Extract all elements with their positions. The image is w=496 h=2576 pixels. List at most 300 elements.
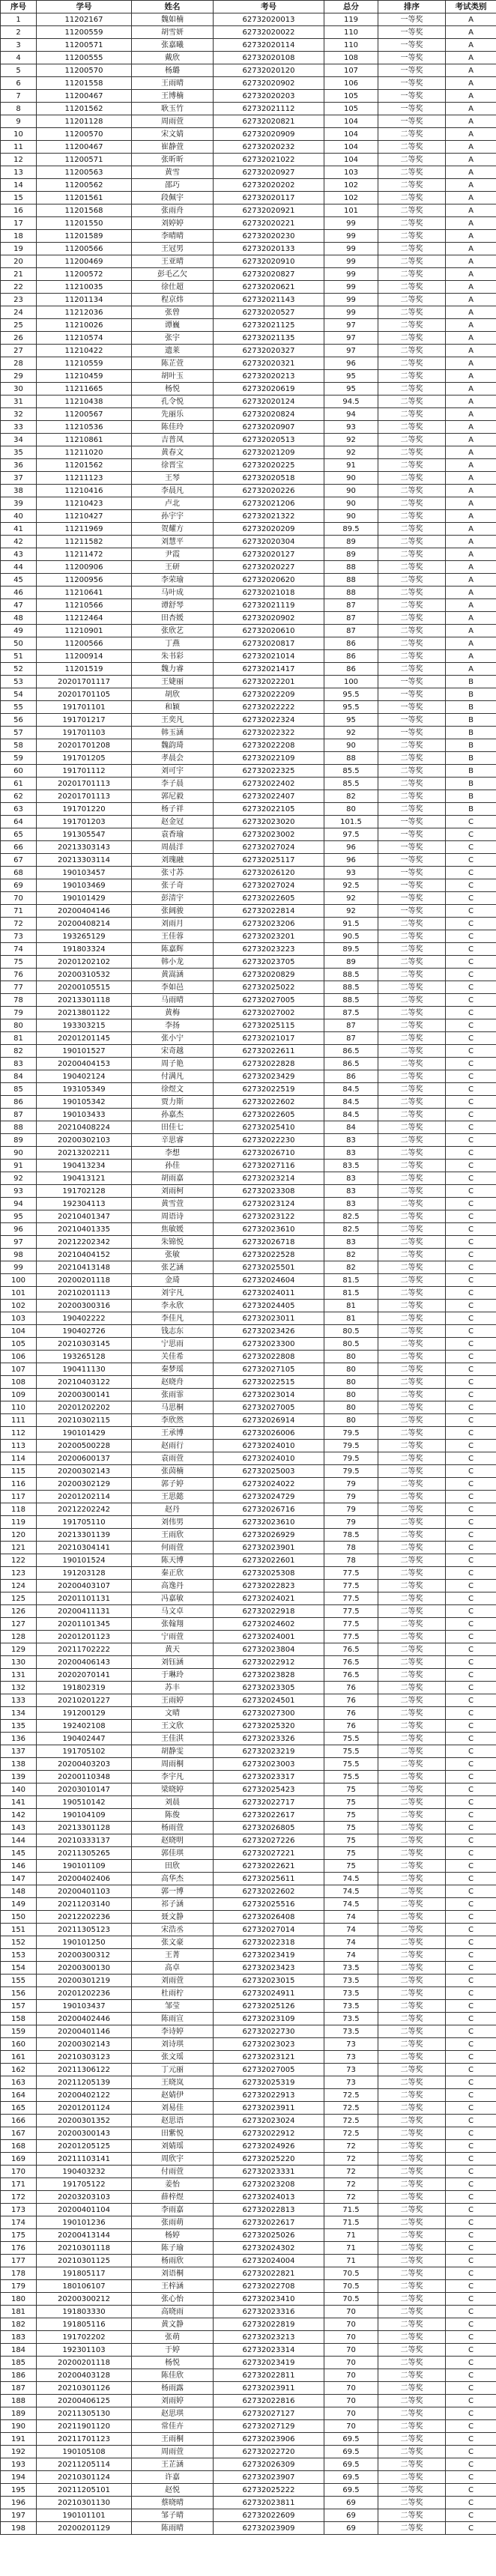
cell-total-score: 74.5 [324, 1885, 378, 1898]
cell-name: 黄雪 [132, 166, 214, 179]
cell-student-id: 20211205114 [37, 2458, 132, 2471]
cell-index: 172 [1, 2191, 37, 2204]
cell-student-id: 190402222 [37, 1312, 132, 1325]
cell-name: 丁燕 [132, 637, 214, 650]
cell-exam-number: 62732023011 [214, 1312, 324, 1325]
cell-student-id: 11202167 [37, 13, 132, 26]
cell-award: 二等奖 [378, 255, 446, 268]
cell-exam-category: C [446, 2216, 496, 2229]
cell-award: 二等奖 [378, 930, 446, 943]
cell-student-id: 11210423 [37, 497, 132, 510]
cell-exam-category: C [446, 1147, 496, 1160]
cell-exam-category: C [446, 1529, 496, 1542]
cell-total-score: 99 [324, 230, 378, 243]
cell-exam-category: A [446, 625, 496, 637]
cell-total-score: 92 [324, 434, 378, 446]
cell-index: 81 [1, 1032, 37, 1045]
cell-exam-category: C [446, 2089, 496, 2102]
cell-student-id: 11201568 [37, 204, 132, 217]
cell-award: 二等奖 [378, 1682, 446, 1694]
cell-exam-category: C [446, 867, 496, 879]
col-header-exam-number: 考号 [214, 1, 324, 13]
cell-total-score: 69 [324, 2509, 378, 2522]
cell-name: 孙佳 [132, 1160, 214, 1172]
table-row [1, 1478, 496, 1491]
cell-name: 陈天博 [132, 1554, 214, 1567]
cell-exam-category: C [446, 1007, 496, 1019]
table-row [1, 1414, 496, 1427]
cell-student-id: 20203203103 [37, 2191, 132, 2204]
cell-exam-number: 62732022819 [214, 2318, 324, 2331]
cell-index: 138 [1, 1758, 37, 1771]
cell-total-score: 76 [324, 1707, 378, 1720]
cell-award: 二等奖 [378, 1121, 446, 1134]
cell-award: 二等奖 [378, 1198, 446, 1210]
cell-exam-category: C [446, 2153, 496, 2166]
cell-index: 91 [1, 1160, 37, 1172]
cell-total-score: 79.5 [324, 1440, 378, 1452]
cell-exam-number: 62732027105 [214, 1363, 324, 1376]
cell-name: 赵思语 [132, 2115, 214, 2127]
cell-award: 二等奖 [378, 1631, 446, 1643]
cell-name: 赵金冠 [132, 816, 214, 828]
cell-name: 陈雨晴 [132, 2522, 214, 2535]
cell-exam-category: C [446, 1962, 496, 1975]
table-row [1, 1261, 496, 1274]
cell-exam-number: 62732027005 [214, 2064, 324, 2076]
cell-total-score: 72 [324, 2153, 378, 2166]
cell-index: 26 [1, 332, 37, 345]
cell-total-score: 71 [324, 2242, 378, 2255]
cell-exam-number: 62732025220 [214, 2153, 324, 2166]
table-row [1, 1223, 496, 1236]
cell-index: 61 [1, 778, 37, 790]
cell-index: 44 [1, 561, 37, 574]
table-row [1, 2497, 496, 2509]
cell-total-score: 72 [324, 2178, 378, 2191]
cell-student-id: 20210303145 [37, 1338, 132, 1351]
cell-student-id: 11200566 [37, 637, 132, 650]
cell-student-id: 20200300130 [37, 1962, 132, 1975]
table-row [1, 2216, 496, 2229]
cell-total-score: 75 [324, 1796, 378, 1809]
cell-award: 二等奖 [378, 1287, 446, 1300]
cell-name: 周雨桐 [132, 1758, 214, 1771]
cell-award: 二等奖 [378, 548, 446, 561]
table-row [1, 1491, 496, 1503]
table-row [1, 1083, 496, 1096]
cell-exam-category: C [446, 1109, 496, 1121]
cell-exam-number: 62732025320 [214, 1720, 324, 1733]
cell-name: 赵晓舟 [132, 1376, 214, 1389]
cell-exam-category: A [446, 90, 496, 103]
cell-exam-category: C [446, 1911, 496, 1924]
cell-total-score: 89.5 [324, 523, 378, 536]
cell-total-score: 83 [324, 1236, 378, 1249]
cell-total-score: 72.5 [324, 2089, 378, 2102]
cell-award: 二等奖 [378, 1401, 446, 1414]
cell-total-score: 92 [324, 892, 378, 905]
table-row [1, 1007, 496, 1019]
table-row [1, 204, 496, 217]
cell-index: 187 [1, 2382, 37, 2395]
table-row [1, 943, 496, 956]
cell-exam-category: C [446, 1274, 496, 1287]
table-row [1, 1554, 496, 1567]
cell-award: 二等奖 [378, 2242, 446, 2255]
cell-award: 二等奖 [378, 2344, 446, 2357]
cell-total-score: 86 [324, 650, 378, 663]
cell-award: 二等奖 [378, 357, 446, 370]
cell-name: 黄天 [132, 1643, 214, 1656]
cell-total-score: 78 [324, 1542, 378, 1554]
cell-exam-number: 62732023020 [214, 816, 324, 828]
cell-exam-category: A [446, 497, 496, 510]
cell-exam-number: 62732022109 [214, 752, 324, 765]
cell-exam-category: A [446, 64, 496, 77]
cell-index: 118 [1, 1503, 37, 1516]
cell-index: 40 [1, 510, 37, 523]
cell-award: 二等奖 [378, 1389, 446, 1401]
cell-total-score: 88 [324, 752, 378, 765]
cell-name: 陈俊 [132, 1809, 214, 1822]
cell-name: 秦梦瑶 [132, 1363, 214, 1376]
cell-exam-category: A [446, 255, 496, 268]
cell-exam-category: A [446, 523, 496, 536]
cell-award: 二等奖 [378, 1554, 446, 1567]
cell-student-id: 11210566 [37, 599, 132, 612]
cell-total-score: 90 [324, 510, 378, 523]
cell-exam-category: A [446, 370, 496, 383]
cell-total-score: 110 [324, 26, 378, 39]
cell-name: 李雨嘉 [132, 2204, 214, 2216]
cell-exam-category: C [446, 1618, 496, 1631]
cell-exam-category: C [446, 2267, 496, 2280]
table-row [1, 446, 496, 459]
cell-index: 1 [1, 13, 37, 26]
cell-award: 二等奖 [378, 1911, 446, 1924]
cell-student-id: 20200404153 [37, 1058, 132, 1070]
cell-student-id: 11210427 [37, 510, 132, 523]
table-row [1, 523, 496, 536]
cell-student-id: 20210303123 [37, 2051, 132, 2064]
cell-name: 刘雨月 [132, 918, 214, 930]
cell-total-score: 96 [324, 854, 378, 867]
cell-exam-number: 62732027024 [214, 841, 324, 854]
cell-exam-category: C [446, 2064, 496, 2076]
cell-award: 二等奖 [378, 2522, 446, 2535]
cell-total-score: 95 [324, 714, 378, 727]
cell-award: 二等奖 [378, 650, 446, 663]
cell-name: 马叶成 [132, 587, 214, 599]
cell-total-score: 96 [324, 357, 378, 370]
cell-exam-category: C [446, 2127, 496, 2140]
cell-exam-number: 62732023410 [214, 2293, 324, 2306]
cell-index: 37 [1, 472, 37, 485]
cell-exam-category: A [446, 154, 496, 166]
cell-total-score: 69.5 [324, 2484, 378, 2497]
cell-exam-number: 62732020621 [214, 281, 324, 294]
cell-exam-number: 62732022209 [214, 688, 324, 701]
cell-total-score: 73 [324, 2064, 378, 2076]
cell-index: 124 [1, 1580, 37, 1592]
cell-student-id: 20203010147 [37, 1783, 132, 1796]
col-header-award: 排序 [378, 1, 446, 13]
cell-exam-number: 62732021014 [214, 650, 324, 663]
cell-name: 孙宇宇 [132, 510, 214, 523]
table-row [1, 1465, 496, 1478]
table-row [1, 1210, 496, 1223]
cell-student-id: 20201701117 [37, 676, 132, 688]
cell-name: 刘婷婷 [132, 217, 214, 230]
table-row [1, 1019, 496, 1032]
cell-award: 二等奖 [378, 2216, 446, 2229]
cell-exam-category: B [446, 803, 496, 816]
cell-student-id: 190101101 [37, 2509, 132, 2522]
cell-name: 周雨萱 [132, 2446, 214, 2458]
cell-index: 16 [1, 204, 37, 217]
cell-exam-category: C [446, 2013, 496, 2025]
table-row [1, 2369, 496, 2382]
cell-exam-number: 62732023223 [214, 943, 324, 956]
table-row [1, 2102, 496, 2115]
cell-award: 二等奖 [378, 778, 446, 790]
table-row [1, 2522, 496, 2535]
table-row [1, 2293, 496, 2306]
table-row [1, 561, 496, 574]
cell-award: 二等奖 [378, 408, 446, 421]
table-row [1, 2357, 496, 2369]
cell-exam-category: C [446, 2076, 496, 2089]
cell-total-score: 90 [324, 497, 378, 510]
cell-award: 二等奖 [378, 204, 446, 217]
table-row [1, 879, 496, 892]
cell-exam-number: 62732022407 [214, 790, 324, 803]
cell-total-score: 69 [324, 2497, 378, 2509]
cell-student-id: 20211305130 [37, 2407, 132, 2420]
cell-index: 66 [1, 841, 37, 854]
cell-name: 邵巧 [132, 179, 214, 192]
table-row [1, 2344, 496, 2357]
cell-name: 张嘉曦 [132, 39, 214, 52]
cell-award: 二等奖 [378, 1949, 446, 1962]
cell-index: 98 [1, 1249, 37, 1261]
cell-award: 二等奖 [378, 1605, 446, 1618]
cell-student-id: 11211665 [37, 383, 132, 396]
cell-exam-category: C [446, 2115, 496, 2127]
cell-exam-number: 62732024302 [214, 2242, 324, 2255]
table-row [1, 1121, 496, 1134]
cell-index: 71 [1, 905, 37, 918]
cell-exam-category: A [446, 612, 496, 625]
cell-index: 38 [1, 485, 37, 497]
table-row [1, 421, 496, 434]
cell-award: 二等奖 [378, 2051, 446, 2064]
cell-name: 先丽乐 [132, 408, 214, 421]
cell-student-id: 190101429 [37, 892, 132, 905]
cell-exam-number: 62732022222 [214, 701, 324, 714]
cell-student-id: 20210401335 [37, 1223, 132, 1236]
col-header-exam-category: 考试类别 [446, 1, 496, 13]
cell-name: 李如邑 [132, 981, 214, 994]
cell-award: 二等奖 [378, 1987, 446, 2000]
table-row [1, 370, 496, 383]
cell-total-score: 84.5 [324, 1109, 378, 1121]
cell-exam-category: C [446, 1656, 496, 1669]
cell-total-score: 72.5 [324, 2127, 378, 2140]
cell-award: 二等奖 [378, 637, 446, 650]
cell-name: 于婷 [132, 2344, 214, 2357]
cell-total-score: 72.5 [324, 2102, 378, 2115]
cell-student-id: 20210408224 [37, 1121, 132, 1134]
cell-total-score: 75.5 [324, 1758, 378, 1771]
cell-name: 宋浩丞 [132, 1924, 214, 1936]
cell-exam-number: 62732020108 [214, 52, 324, 64]
cell-exam-number: 62732020610 [214, 625, 324, 637]
cell-index: 185 [1, 2357, 37, 2369]
cell-name: 于琳玲 [132, 1669, 214, 1682]
cell-name: 胡雪妍 [132, 26, 214, 39]
table-row [1, 166, 496, 179]
cell-award: 一等奖 [378, 52, 446, 64]
cell-student-id: 11210459 [37, 370, 132, 383]
cell-award: 二等奖 [378, 1032, 446, 1045]
cell-award: 二等奖 [378, 1236, 446, 1249]
cell-index: 45 [1, 574, 37, 587]
cell-student-id: 190101250 [37, 1936, 132, 1949]
cell-exam-category: C [446, 2522, 496, 2535]
cell-index: 90 [1, 1147, 37, 1160]
cell-total-score: 76.5 [324, 1656, 378, 1669]
cell-award: 二等奖 [378, 994, 446, 1007]
cell-name: 胡雨嘉 [132, 1172, 214, 1185]
cell-exam-category: C [446, 2306, 496, 2318]
cell-exam-number: 62732022324 [214, 714, 324, 727]
cell-total-score: 71.5 [324, 2216, 378, 2229]
cell-name: 魏力睿 [132, 663, 214, 676]
table-row [1, 536, 496, 548]
cell-exam-category: A [446, 345, 496, 357]
cell-name: 吉普凤 [132, 434, 214, 446]
cell-exam-category: C [446, 918, 496, 930]
cell-award: 二等奖 [378, 1643, 446, 1656]
table-row [1, 1338, 496, 1351]
cell-student-id: 20213303114 [37, 854, 132, 867]
cell-exam-number: 62732023909 [214, 2522, 324, 2535]
cell-student-id: 190101429 [37, 1427, 132, 1440]
cell-exam-number: 62732022609 [214, 2509, 324, 2522]
cell-exam-number: 62732021018 [214, 587, 324, 599]
cell-exam-category: C [446, 1338, 496, 1351]
cell-award: 二等奖 [378, 1109, 446, 1121]
cell-exam-number: 62732023705 [214, 956, 324, 969]
table-row [1, 1745, 496, 1758]
cell-index: 112 [1, 1427, 37, 1440]
table-row [1, 2038, 496, 2051]
cell-exam-number: 62732024022 [214, 1478, 324, 1491]
cell-name: 田杏媛 [132, 612, 214, 625]
table-row [1, 128, 496, 141]
cell-student-id: 11210574 [37, 332, 132, 345]
cell-award: 二等奖 [378, 752, 446, 765]
cell-total-score: 87 [324, 599, 378, 612]
cell-award: 二等奖 [378, 1516, 446, 1529]
cell-student-id: 190402124 [37, 1070, 132, 1083]
cell-total-score: 71 [324, 2229, 378, 2242]
cell-student-id: 20200302129 [37, 1478, 132, 1491]
cell-name: 段佩宇 [132, 192, 214, 204]
cell-exam-category: A [446, 548, 496, 561]
table-row [1, 905, 496, 918]
cell-total-score: 79.5 [324, 1452, 378, 1465]
cell-name: 郭佳琪 [132, 1847, 214, 1860]
table-row [1, 1427, 496, 1440]
cell-exam-number: 62732022912 [214, 2127, 324, 2140]
cell-total-score: 80 [324, 1414, 378, 1427]
cell-index: 73 [1, 930, 37, 943]
cell-award: 二等奖 [378, 2420, 446, 2433]
cell-exam-number: 62732024021 [214, 1592, 324, 1605]
cell-exam-number: 62732022519 [214, 1083, 324, 1096]
cell-student-id: 20211205139 [37, 2076, 132, 2089]
cell-name: 周欣宇 [132, 2153, 214, 2166]
cell-name: 王冠男 [132, 243, 214, 255]
cell-name: 尹霞 [132, 548, 214, 561]
table-row [1, 294, 496, 306]
cell-exam-category: C [446, 1733, 496, 1745]
cell-exam-number: 62732023316 [214, 2306, 324, 2318]
cell-index: 101 [1, 1287, 37, 1300]
cell-name: 王菁 [132, 1949, 214, 1962]
cell-award: 二等奖 [378, 128, 446, 141]
cell-index: 136 [1, 1733, 37, 1745]
cell-student-id: 191702128 [37, 1185, 132, 1198]
cell-award: 二等奖 [378, 943, 446, 956]
table-row [1, 1325, 496, 1338]
cell-total-score: 76.5 [324, 1669, 378, 1682]
table-row [1, 383, 496, 396]
cell-total-score: 76.5 [324, 1643, 378, 1656]
cell-exam-category: C [446, 2102, 496, 2115]
cell-index: 93 [1, 1185, 37, 1198]
cell-award: 一等奖 [378, 714, 446, 727]
table-row [1, 1529, 496, 1542]
cell-total-score: 80 [324, 1376, 378, 1389]
cell-total-score: 69 [324, 2522, 378, 2535]
cell-student-id: 20200406125 [37, 2395, 132, 2407]
cell-exam-number: 62732022730 [214, 2025, 324, 2038]
cell-award: 二等奖 [378, 612, 446, 625]
cell-total-score: 74 [324, 1949, 378, 1962]
cell-exam-category: A [446, 459, 496, 472]
cell-name: 王雨婷 [132, 1694, 214, 1707]
cell-exam-number: 62732022828 [214, 1058, 324, 1070]
cell-name: 薛梓煜 [132, 2191, 214, 2204]
cell-index: 13 [1, 166, 37, 179]
cell-total-score: 83 [324, 1147, 378, 1160]
cell-exam-category: A [446, 13, 496, 26]
cell-index: 5 [1, 64, 37, 77]
cell-name: 杨璐 [132, 64, 214, 77]
cell-exam-number: 62732024405 [214, 1300, 324, 1312]
cell-index: 180 [1, 2293, 37, 2306]
cell-index: 76 [1, 969, 37, 981]
cell-award: 一等奖 [378, 841, 446, 854]
cell-exam-category: C [446, 1771, 496, 1783]
table-row [1, 1911, 496, 1924]
cell-name: 王思懿 [132, 1491, 214, 1503]
cell-index: 97 [1, 1236, 37, 1249]
